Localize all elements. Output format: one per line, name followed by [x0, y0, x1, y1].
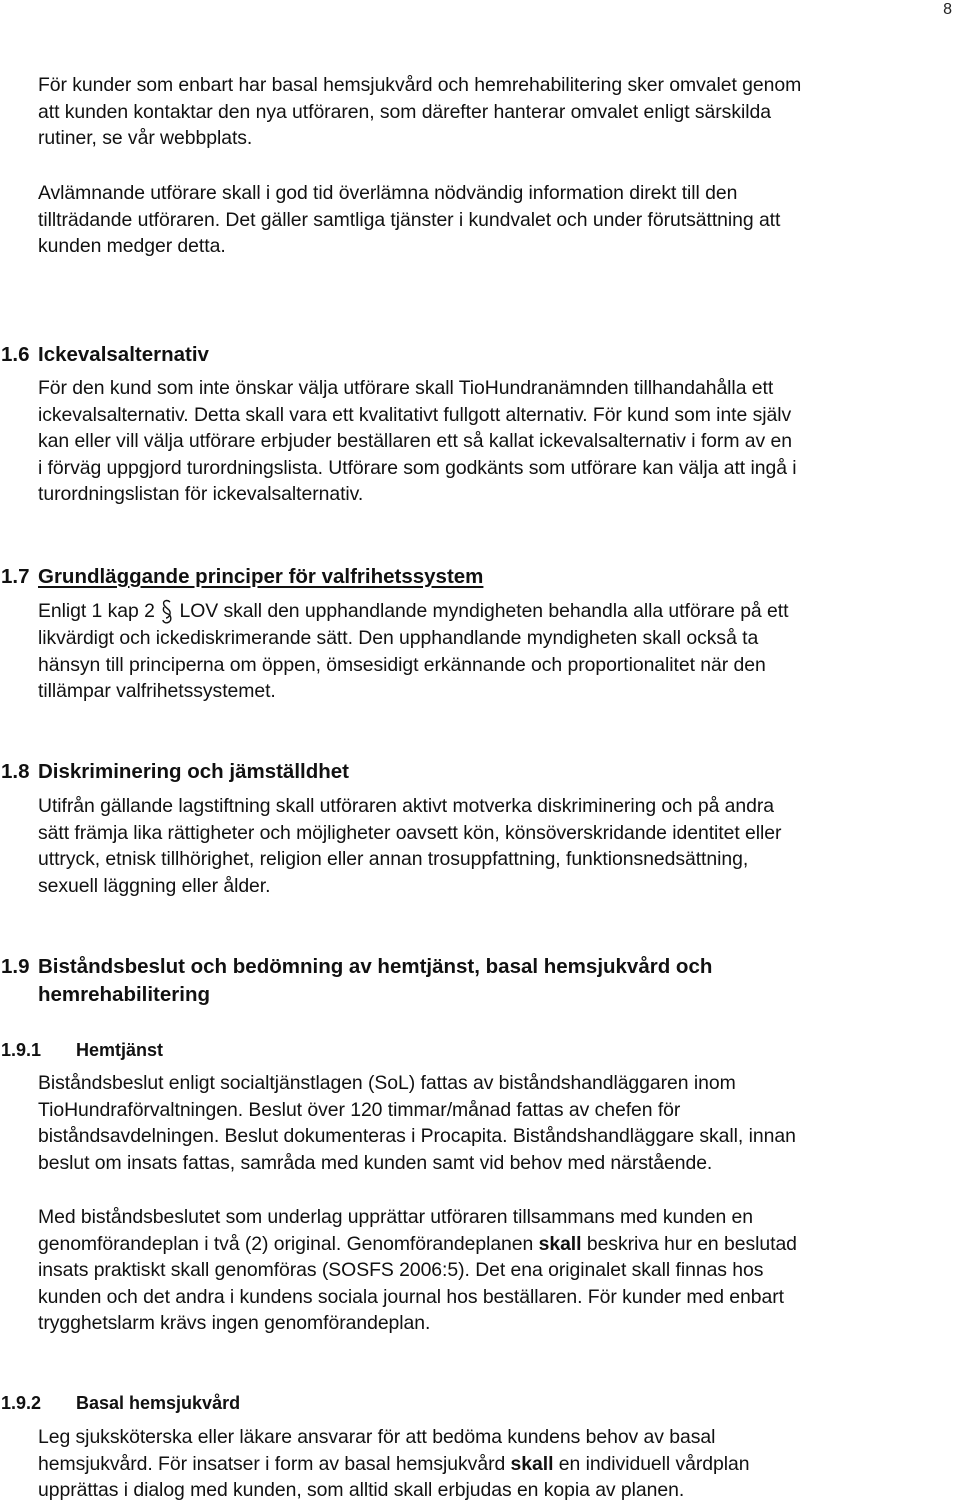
text-line: kan eller vill välja utförare erbjuder beställaren ett så kallat ickevalsalternativ i form av en — [38, 430, 792, 452]
text-line: biståndsavdelningen. Beslut dokumenteras i Procapita. Biståndshandläggare skall, innan — [38, 1125, 796, 1147]
subsection-heading-1-9-2 — [0, 1391, 958, 1415]
section-title: Diskriminering och jämställdhet — [38, 760, 349, 783]
text-line: genomförandeplan i två (2) original. Genomförandeplanen skall beskriva hur en beslutad — [38, 1232, 797, 1255]
text-line: att kunden kontaktar den nya utföraren, som därefter hanterar omvalet enligt särskilda — [38, 100, 771, 123]
text-line: insats praktiskt skall genomföras (SOSFS 2006:5). Det ena originalet skall finnas hos — [38, 1259, 764, 1281]
section-number: 1.9.1 — [1, 1040, 42, 1060]
text-line: beslut om insats fattas, samråda med kunden samt vid behov med närstående. — [38, 1151, 713, 1174]
text-line: sätt främja lika rättigheter och möjligheter oavsett kön, könsöverskridande identitet eller — [38, 821, 782, 844]
text-line: hemsjukvård. För insatser i form av basal hemsjukvård skall en individuell vårdplan — [38, 1452, 750, 1475]
section-title — [38, 953, 958, 1009]
section-number: 1.7 — [1, 565, 30, 588]
text-line: Med biståndsbeslutet som underlag upprättar utföraren tillsammans med kunden en — [38, 1206, 753, 1228]
text-line: Utifrån gällande lagstiftning skall utföraren aktivt motverka diskriminering och på andra — [38, 795, 774, 817]
text-line: För kunder som enbart har basal hemsjukvård och hemrehabilitering sker omvalet genom — [38, 74, 802, 96]
section-1-9-2-paragraph — [38, 1424, 956, 1504]
emphasis-skall: skall — [510, 1452, 554, 1475]
text-line: tillträdande utföraren. Det gäller samtliga tjänster i kundvalet och under förutsättning att — [38, 208, 781, 231]
title-line: hemrehabilitering — [38, 983, 211, 1006]
text-line: hänsyn till principerna om öppen, ömsesidigt erkännande och proportionalitet när den — [38, 653, 766, 676]
text-line: ickevalsalternativ. Detta skall vara ett kvalitativt fullgott alternativ. För kund som inte själv — [38, 403, 792, 426]
emphasis-skall: skall — [538, 1232, 582, 1255]
section-title: Hemtjänst — [76, 1040, 164, 1060]
page-number: 8 — [943, 1, 952, 18]
intro-paragraph-1 — [38, 72, 956, 152]
text-line: turordningslistan för ickevalsalternativ. — [38, 483, 364, 505]
section-heading-1-8 — [0, 758, 958, 786]
section-sign-icon — [160, 597, 174, 625]
section-1-6-paragraph — [38, 375, 956, 508]
text-line: rutiner, se vår webbplats. — [38, 127, 253, 149]
text-line: tillämpar valfrihetssystemet. — [38, 680, 276, 702]
text-line: uttryck, etnisk tillhörighet, religion eller annan trosuppfattning, funktionsnedsättning, — [38, 848, 749, 870]
section-1-7-paragraph — [38, 597, 956, 705]
text-line: trygghetslarm krävs ingen genomförandeplan. — [38, 1312, 431, 1334]
text-line: Avlämnande utförare skall i god tid överlämna nödvändig information direkt till den — [38, 182, 738, 204]
section-title: Basal hemsjukvård — [76, 1393, 241, 1413]
text-line: kunden och det andra i kundens sociala journal hos beställaren. För kunder med enbart — [38, 1285, 784, 1308]
section-number: 1.8 — [1, 760, 30, 783]
section-number: 1.9 — [1, 955, 30, 978]
text-line: TioHundraförvaltningen. Beslut över 120 timmar/månad fattas av chefen för — [38, 1098, 681, 1121]
text-line: kunden medger detta. — [38, 235, 226, 257]
section-heading-1-7 — [0, 563, 958, 591]
section-heading-1-9 — [0, 953, 958, 1009]
text-line: upprättas i dialog med kunden, som alltid skall erbjudas en kopia av planen. — [38, 1479, 685, 1501]
text-line: likvärdigt och ickediskrimerande sätt. Den upphandlande myndigheten skall också ta — [38, 627, 759, 649]
text-line: Enligt 1 kap 2 LOV skall den upphandlande myndigheten behandla alla utförare på ett — [38, 597, 956, 625]
section-1-9-1-paragraph-1 — [38, 1070, 956, 1176]
intro-paragraph-2 — [38, 180, 956, 260]
subsection-heading-1-9-1 — [0, 1038, 958, 1062]
text-line: i förväg uppgjord turordningslista. Utförare som godkänts som utförare kan välja att ingå i — [38, 456, 797, 479]
text-line: Leg sjuksköterska eller läkare ansvarar för att bedöma kundens behov av basal — [38, 1426, 716, 1448]
text-line: För den kund som inte önskar välja utförare skall TioHundranämnden tillhandahålla ett — [38, 377, 774, 399]
section-number: 1.6 — [1, 343, 30, 366]
text-line: sexuell läggning eller ålder. — [38, 874, 271, 897]
section-number: 1.9.2 — [1, 1393, 42, 1413]
text-line: Biståndsbeslut enligt socialtjänstlagen (SoL) fattas av biståndshandläggaren inom — [38, 1072, 736, 1094]
title-line: Biståndsbeslut och bedömning av hemtjänst, basal hemsjukvård och — [38, 955, 713, 978]
section-title: Ickevalsalternativ — [38, 343, 209, 366]
section-1-8-paragraph — [38, 793, 956, 899]
section-1-9-1-paragraph-2 — [38, 1204, 956, 1337]
section-heading-1-6 — [0, 341, 958, 369]
section-title: Grundläggande principer för valfrihetssystem — [38, 565, 484, 588]
